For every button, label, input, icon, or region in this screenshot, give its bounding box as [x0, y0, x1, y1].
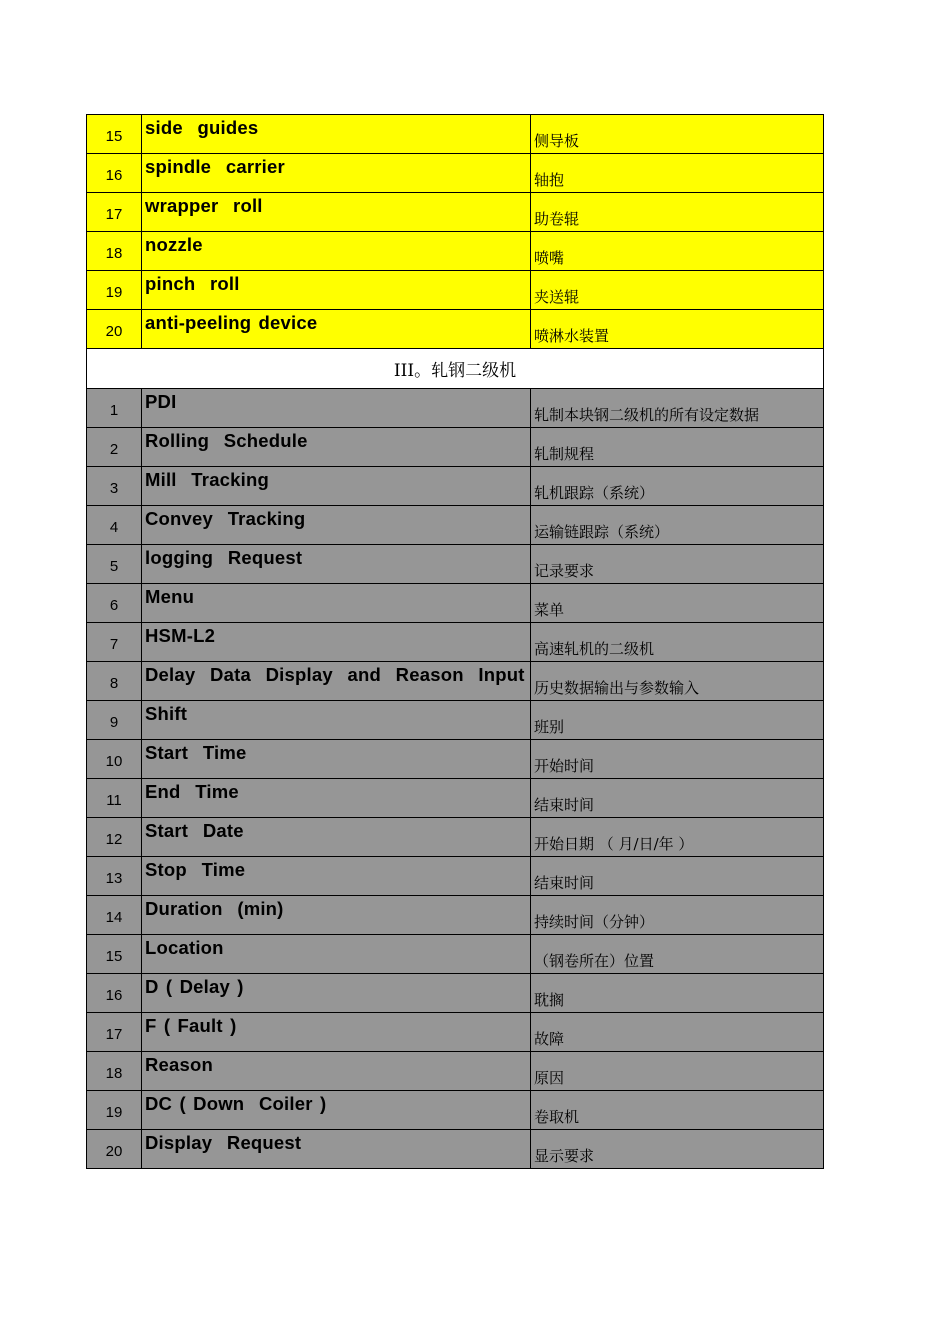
- english-term: side guides: [142, 115, 531, 154]
- english-term: Delay Data Display and Reason Input: [142, 662, 531, 701]
- row-number: 2: [87, 428, 142, 467]
- row-number: 10: [87, 740, 142, 779]
- row-number: 18: [87, 1052, 142, 1091]
- english-term: DC ( Down Coiler ): [142, 1091, 531, 1130]
- chinese-term: 轧机跟踪（系统）: [531, 467, 824, 506]
- row-number: 19: [87, 271, 142, 310]
- english-term: logging Request: [142, 545, 531, 584]
- chinese-term: （钢卷所在）位置: [531, 935, 824, 974]
- table-row: [87, 310, 824, 349]
- table-row: [87, 154, 824, 193]
- table-row: [87, 271, 824, 310]
- english-term: nozzle: [142, 232, 531, 271]
- chinese-term: 助卷辊: [531, 193, 824, 232]
- table-row: [87, 818, 824, 857]
- english-term: Stop Time: [142, 857, 531, 896]
- row-number: 12: [87, 818, 142, 857]
- table-row: [87, 896, 824, 935]
- table-row: [87, 584, 824, 623]
- table-row: [87, 974, 824, 1013]
- english-term: Reason: [142, 1052, 531, 1091]
- english-term: F ( Fault ): [142, 1013, 531, 1052]
- row-number: 6: [87, 584, 142, 623]
- chinese-term: 原因: [531, 1052, 824, 1091]
- chinese-term: 记录要求: [531, 545, 824, 584]
- row-number: 20: [87, 1130, 142, 1169]
- row-number: 13: [87, 857, 142, 896]
- english-term: D ( Delay ): [142, 974, 531, 1013]
- table-row: [87, 935, 824, 974]
- english-term: HSM-L2: [142, 623, 531, 662]
- table-row: [87, 428, 824, 467]
- chinese-term: 喷淋水装置: [531, 310, 824, 349]
- row-number: 8: [87, 662, 142, 701]
- row-number: 20: [87, 310, 142, 349]
- chinese-term: 轴抱: [531, 154, 824, 193]
- english-term: Shift: [142, 701, 531, 740]
- table-row: [87, 232, 824, 271]
- chinese-term: 轧制本块钢二级机的所有设定数据: [531, 389, 824, 428]
- chinese-term: 菜单: [531, 584, 824, 623]
- english-term: pinch roll: [142, 271, 531, 310]
- english-term: Rolling Schedule: [142, 428, 531, 467]
- table-row: [87, 1091, 824, 1130]
- table-row: [87, 623, 824, 662]
- english-term: Display Request: [142, 1130, 531, 1169]
- chinese-term: 结束时间: [531, 779, 824, 818]
- row-number: 15: [87, 935, 142, 974]
- row-number: 17: [87, 1013, 142, 1052]
- chinese-term: 故障: [531, 1013, 824, 1052]
- table-row: [87, 545, 824, 584]
- row-number: 19: [87, 1091, 142, 1130]
- table-row: [87, 1013, 824, 1052]
- chinese-term: 喷嘴: [531, 232, 824, 271]
- english-term: wrapper roll: [142, 193, 531, 232]
- row-number: 4: [87, 506, 142, 545]
- english-term: Mill Tracking: [142, 467, 531, 506]
- chinese-term: 显示要求: [531, 1130, 824, 1169]
- row-number: 3: [87, 467, 142, 506]
- table-row: [87, 857, 824, 896]
- row-number: 9: [87, 701, 142, 740]
- table-row: [87, 662, 824, 701]
- glossary-sheet: [86, 114, 823, 1169]
- chinese-term: 历史数据输出与参数输入: [531, 662, 824, 701]
- table-row: [87, 1130, 824, 1169]
- table-row: [87, 701, 824, 740]
- row-number: 5: [87, 545, 142, 584]
- english-term: spindle carrier: [142, 154, 531, 193]
- glossary-table: [86, 114, 824, 1169]
- chinese-term: 耽搁: [531, 974, 824, 1013]
- row-number: 1: [87, 389, 142, 428]
- table-row: [87, 389, 824, 428]
- english-term: Duration (min): [142, 896, 531, 935]
- chinese-term: 侧导板: [531, 115, 824, 154]
- table-row: [87, 115, 824, 154]
- chinese-term: 开始日期 （ 月/日/年 ）: [531, 818, 824, 857]
- row-number: 18: [87, 232, 142, 271]
- table-row: [87, 779, 824, 818]
- chinese-term: 开始时间: [531, 740, 824, 779]
- english-term: Start Time: [142, 740, 531, 779]
- english-term: Location: [142, 935, 531, 974]
- english-term: anti-peeling device: [142, 310, 531, 349]
- table-row: [87, 740, 824, 779]
- english-term: Convey Tracking: [142, 506, 531, 545]
- chinese-term: 轧制规程: [531, 428, 824, 467]
- table-row: [87, 1052, 824, 1091]
- row-number: 15: [87, 115, 142, 154]
- row-number: 16: [87, 974, 142, 1013]
- chinese-term: 卷取机: [531, 1091, 824, 1130]
- row-number: 16: [87, 154, 142, 193]
- row-number: 14: [87, 896, 142, 935]
- english-term: End Time: [142, 779, 531, 818]
- row-number: 17: [87, 193, 142, 232]
- table-row: [87, 193, 824, 232]
- chinese-term: 持续时间（分钟）: [531, 896, 824, 935]
- chinese-term: 夹送辊: [531, 271, 824, 310]
- english-term: Start Date: [142, 818, 531, 857]
- row-number: 7: [87, 623, 142, 662]
- row-number: 11: [87, 779, 142, 818]
- table-row: [87, 467, 824, 506]
- chinese-term: 运输链跟踪（系统）: [531, 506, 824, 545]
- english-term: Menu: [142, 584, 531, 623]
- chinese-term: 班别: [531, 701, 824, 740]
- chinese-term: 结束时间: [531, 857, 824, 896]
- section-header-row: [87, 349, 824, 389]
- section-title: III。轧钢二级机: [87, 349, 824, 389]
- table-row: [87, 506, 824, 545]
- english-term: PDI: [142, 389, 531, 428]
- chinese-term: 高速轧机的二级机: [531, 623, 824, 662]
